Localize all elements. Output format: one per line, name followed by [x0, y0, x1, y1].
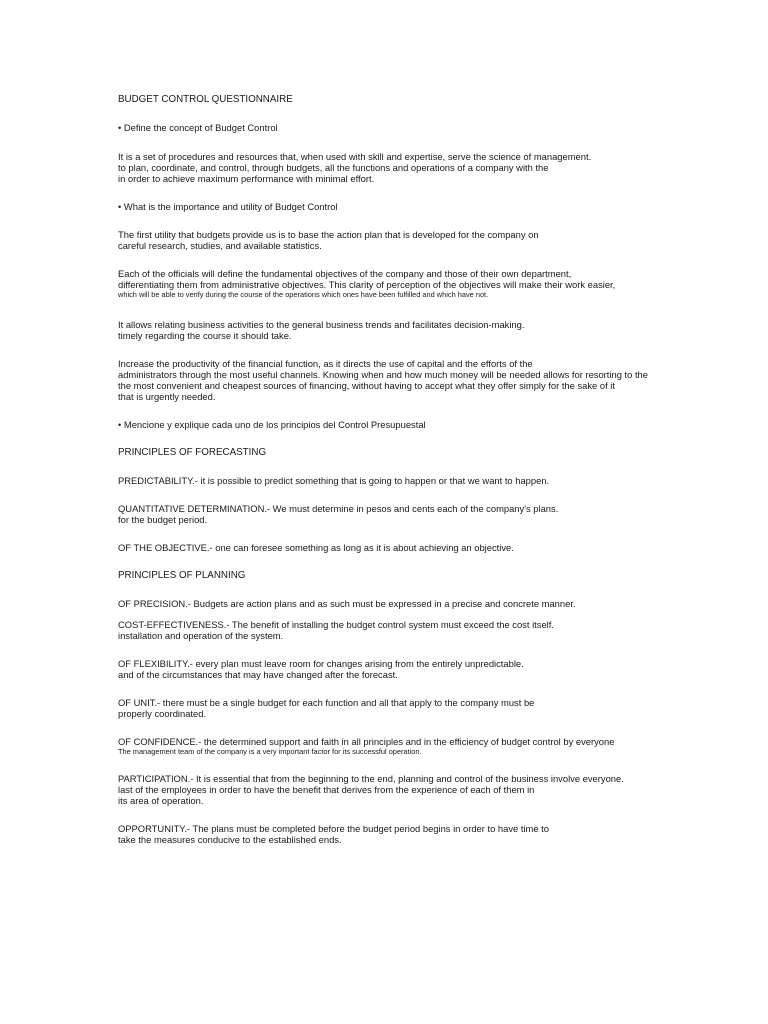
text-line: for the budget period.	[118, 514, 208, 525]
text-line: PRINCIPLES OF FORECASTING	[118, 447, 267, 458]
paragraph	[118, 358, 718, 402]
paragraph	[118, 151, 718, 184]
paragraph	[118, 447, 718, 458]
paragraph	[118, 503, 718, 525]
text-line: installation and operation of the system.	[118, 630, 284, 641]
text-line: OF THE OBJECTIVE.- one can foresee something as long as it is about achieving an objective.	[118, 542, 514, 553]
paragraph	[118, 201, 718, 212]
paragraph	[118, 619, 718, 641]
text-line: careful research, studies, and available statistics.	[118, 240, 322, 251]
paragraph	[118, 823, 718, 845]
text-line: PREDICTABILITY.- it is possible to predict something that is going to happen or that we want to happen.	[118, 475, 550, 486]
paragraph	[118, 658, 718, 680]
paragraph	[118, 94, 718, 105]
text-line: The first utility that budgets provide us is to base the action plan that is developed for the company on	[118, 229, 539, 240]
text-line: timely regarding the course it should take.	[118, 330, 292, 341]
paragraph	[118, 229, 718, 251]
text-line: properly coordinated.	[118, 708, 207, 719]
text-line: • Mencione y explique cada uno de los principios del Control Presupuestal	[118, 419, 426, 430]
text-line: It is a set of procedures and resources that, when used with skill and expertise, serve the science of management.	[118, 151, 592, 162]
text-line: in order to achieve maximum performance with minimal effort.	[118, 173, 375, 184]
paragraph	[118, 122, 718, 133]
paragraph	[118, 319, 718, 341]
paragraph	[118, 773, 718, 806]
paragraph	[118, 542, 718, 553]
text-line: QUANTITATIVE DETERMINATION.- We must determine in pesos and cents each of the company's plans.	[118, 503, 559, 514]
paragraph	[118, 598, 718, 609]
text-line: OF PRECISION.- Budgets are action plans and as such must be expressed in a precise and concrete manner.	[118, 598, 576, 609]
text-line: the most convenient and cheapest sources of financing, without having to accept what they offer simply for the sake of it	[118, 380, 615, 391]
text-line: It allows relating business activities to the general business trends and facilitates decision-making.	[118, 319, 525, 330]
text-line: that is urgently needed.	[118, 391, 216, 402]
text-line: PARTICIPATION.- It is essential that from the beginning to the end, planning and control of the business involve everyone.	[118, 773, 624, 784]
paragraph	[118, 570, 718, 581]
text-line: take the measures conducive to the established ends.	[118, 834, 342, 845]
text-line: administrators through the most useful channels. Knowing when and how much money will be needed allows for resorting to the	[118, 369, 648, 380]
text-line: The management team of the company is a very important factor for its successful operation.	[118, 747, 422, 756]
text-line: • What is the importance and utility of Budget Control	[118, 201, 338, 212]
paragraph	[118, 419, 718, 430]
text-line: last of the employees in order to have the benefit that derives from the experience of each of them in	[118, 784, 535, 795]
text-line: OF FLEXIBILITY.- every plan must leave room for changes arising from the entirely unpredictable.	[118, 658, 524, 669]
text-line: COST-EFFECTIVENESS.- The benefit of installing the budget control system must exceed the cost itself.	[118, 619, 554, 630]
text-line: PRINCIPLES OF PLANNING	[118, 570, 246, 581]
text-line: Increase the productivity of the financial function, as it directs the use of capital and the efforts of the	[118, 358, 533, 369]
text-line: its area of operation.	[118, 795, 204, 806]
text-line: OF CONFIDENCE.- the determined support and faith in all principles and in the efficiency of budget control by everyone	[118, 736, 615, 747]
paragraph	[118, 268, 718, 299]
text-line: which will be able to verify during the course of the operations which ones have been fulfilled and which have not.	[118, 290, 489, 299]
text-line: differentiating them from administrative objectives. This clarity of perception of the objectives will make their work easier,	[118, 279, 616, 290]
text-line: Each of the officials will define the fundamental objectives of the company and those of their own department,	[118, 268, 572, 279]
text-line: and of the circumstances that may have changed after the forecast.	[118, 669, 398, 680]
text-line: BUDGET CONTROL QUESTIONNAIRE	[118, 94, 293, 105]
text-line: to plan, coordinate, and control, through budgets, all the functions and operations of a company with the	[118, 162, 549, 173]
text-line: OF UNIT.- there must be a single budget for each function and all that apply to the company must be	[118, 697, 535, 708]
text-line: OPPORTUNITY.- The plans must be completed before the budget period begins in order to have time to	[118, 823, 549, 834]
text-line: • Define the concept of Budget Control	[118, 122, 278, 133]
paragraph	[118, 475, 718, 486]
paragraph	[118, 697, 718, 719]
document-page	[118, 94, 718, 845]
paragraph	[118, 736, 718, 756]
